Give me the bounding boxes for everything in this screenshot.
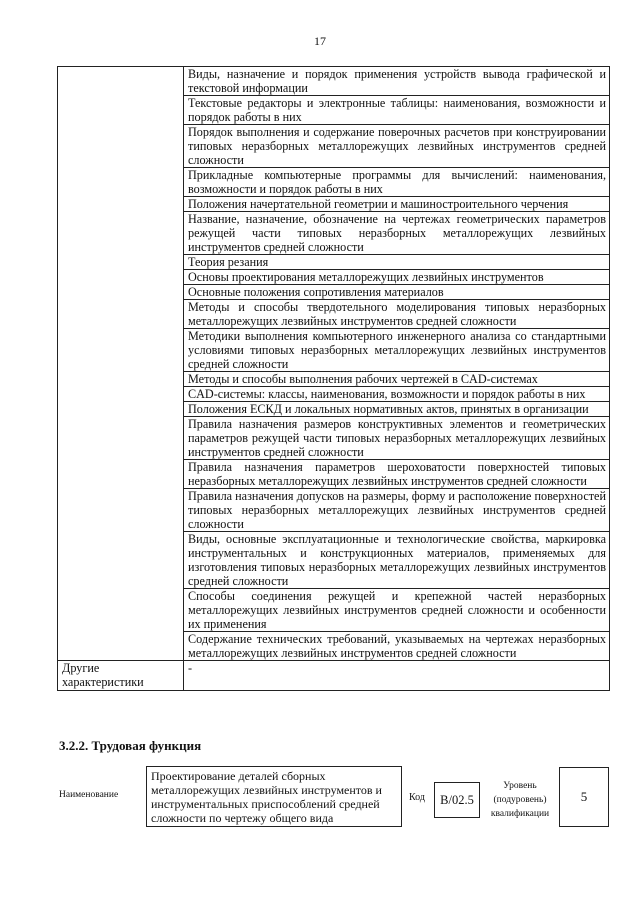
section-title: 3.2.2. Трудовая функция: [59, 738, 202, 753]
knowledge-item: CAD-системы: классы, наименования, возможности и порядок работы в них: [184, 387, 610, 402]
knowledge-item: Виды, основные эксплуатационные и технологические свойства, маркировка инструментальных и конструкционных материалов, применяемых для изготовления типовых неразборных металлорежущих лезвийных инструментов средней сложности: [184, 532, 610, 589]
knowledge-item: Методы и способы выполнения рабочих чертежей в CAD-системах: [184, 372, 610, 387]
knowledge-item: Положения начертательной геометрии и машиностроительного черчения: [184, 197, 610, 212]
knowledge-item: Правила назначения параметров шероховатости поверхностей типовых неразборных металлорежущих лезвийных инструментов средней сложности: [184, 460, 610, 489]
qualification-level-box: 5: [559, 767, 609, 827]
knowledge-item: Содержание технических требований, указываемых на чертежах неразборных металлорежущих лезвийных инструментов средней сложности: [184, 632, 610, 661]
qualification-level-label: Уровень (подуровень) квалификации: [490, 781, 550, 819]
function-name-box: Проектирование деталей сборных металлорежущих лезвийных инструментов и инструментальных приспособлений средней сложности по чертежу общего вида: [146, 766, 402, 827]
knowledge-item: Методики выполнения компьютерного инженерного анализа со стандартными условиями типовых неразборных металлорежущих лезвийных инструментов средней сложности: [184, 329, 610, 372]
table-row: [58, 67, 610, 96]
knowledge-item: Основные положения сопротивления материалов: [184, 285, 610, 300]
knowledge-item: Способы соединения режущей и крепежной частей неразборных металлорежущих лезвийных инструментов средней сложности и особенности их применения: [184, 589, 610, 632]
knowledge-left-cell: [58, 67, 184, 661]
knowledge-item: Название, назначение, обозначение на чертежах геометрических параметров режущей части типовых неразборных металлорежущих лезвийных инструментов средней сложности: [184, 212, 610, 255]
knowledge-item: Правила назначения допусков на размеры, форму и расположение поверхностей типовых неразборных металлорежущих лезвийных инструментов средней сложности: [184, 489, 610, 532]
page-number: 17: [314, 34, 326, 48]
knowledge-item: Текстовые редакторы и электронные таблицы: наименования, возможности и порядок работы в них: [184, 96, 610, 125]
other-characteristics-value: -: [184, 661, 610, 691]
name-label: Наименование: [59, 790, 119, 800]
knowledge-table: [57, 66, 610, 691]
code-label: Код: [409, 792, 425, 803]
knowledge-item: Порядок выполнения и содержание поверочных расчетов при конструировании типовых неразборных металлорежущих лезвийных инструментов средней сложности: [184, 125, 610, 168]
knowledge-item: Методы и способы твердотельного моделирования типовых неразборных металлорежущих лезвийных инструментов средней сложности: [184, 300, 610, 329]
knowledge-item: Положения ЕСКД и локальных нормативных актов, принятых в организации: [184, 402, 610, 417]
knowledge-item: Теория резания: [184, 255, 610, 270]
knowledge-item: Правила назначения размеров конструктивных элементов и геометрических параметров режущей части типовых неразборных металлорежущих лезвийных инструментов средней сложности: [184, 417, 610, 460]
table-row: [58, 661, 610, 691]
knowledge-item: Основы проектирования металлорежущих лезвийных инструментов: [184, 270, 610, 285]
other-characteristics-label: Другие характеристики: [58, 661, 184, 691]
knowledge-item: Виды, назначение и порядок применения устройств вывода графической и текстовой информации: [184, 67, 610, 96]
knowledge-item: Прикладные компьютерные программы для вычислений: наименования, возможности и порядок работы в них: [184, 168, 610, 197]
function-code-box: B/02.5: [434, 782, 480, 818]
